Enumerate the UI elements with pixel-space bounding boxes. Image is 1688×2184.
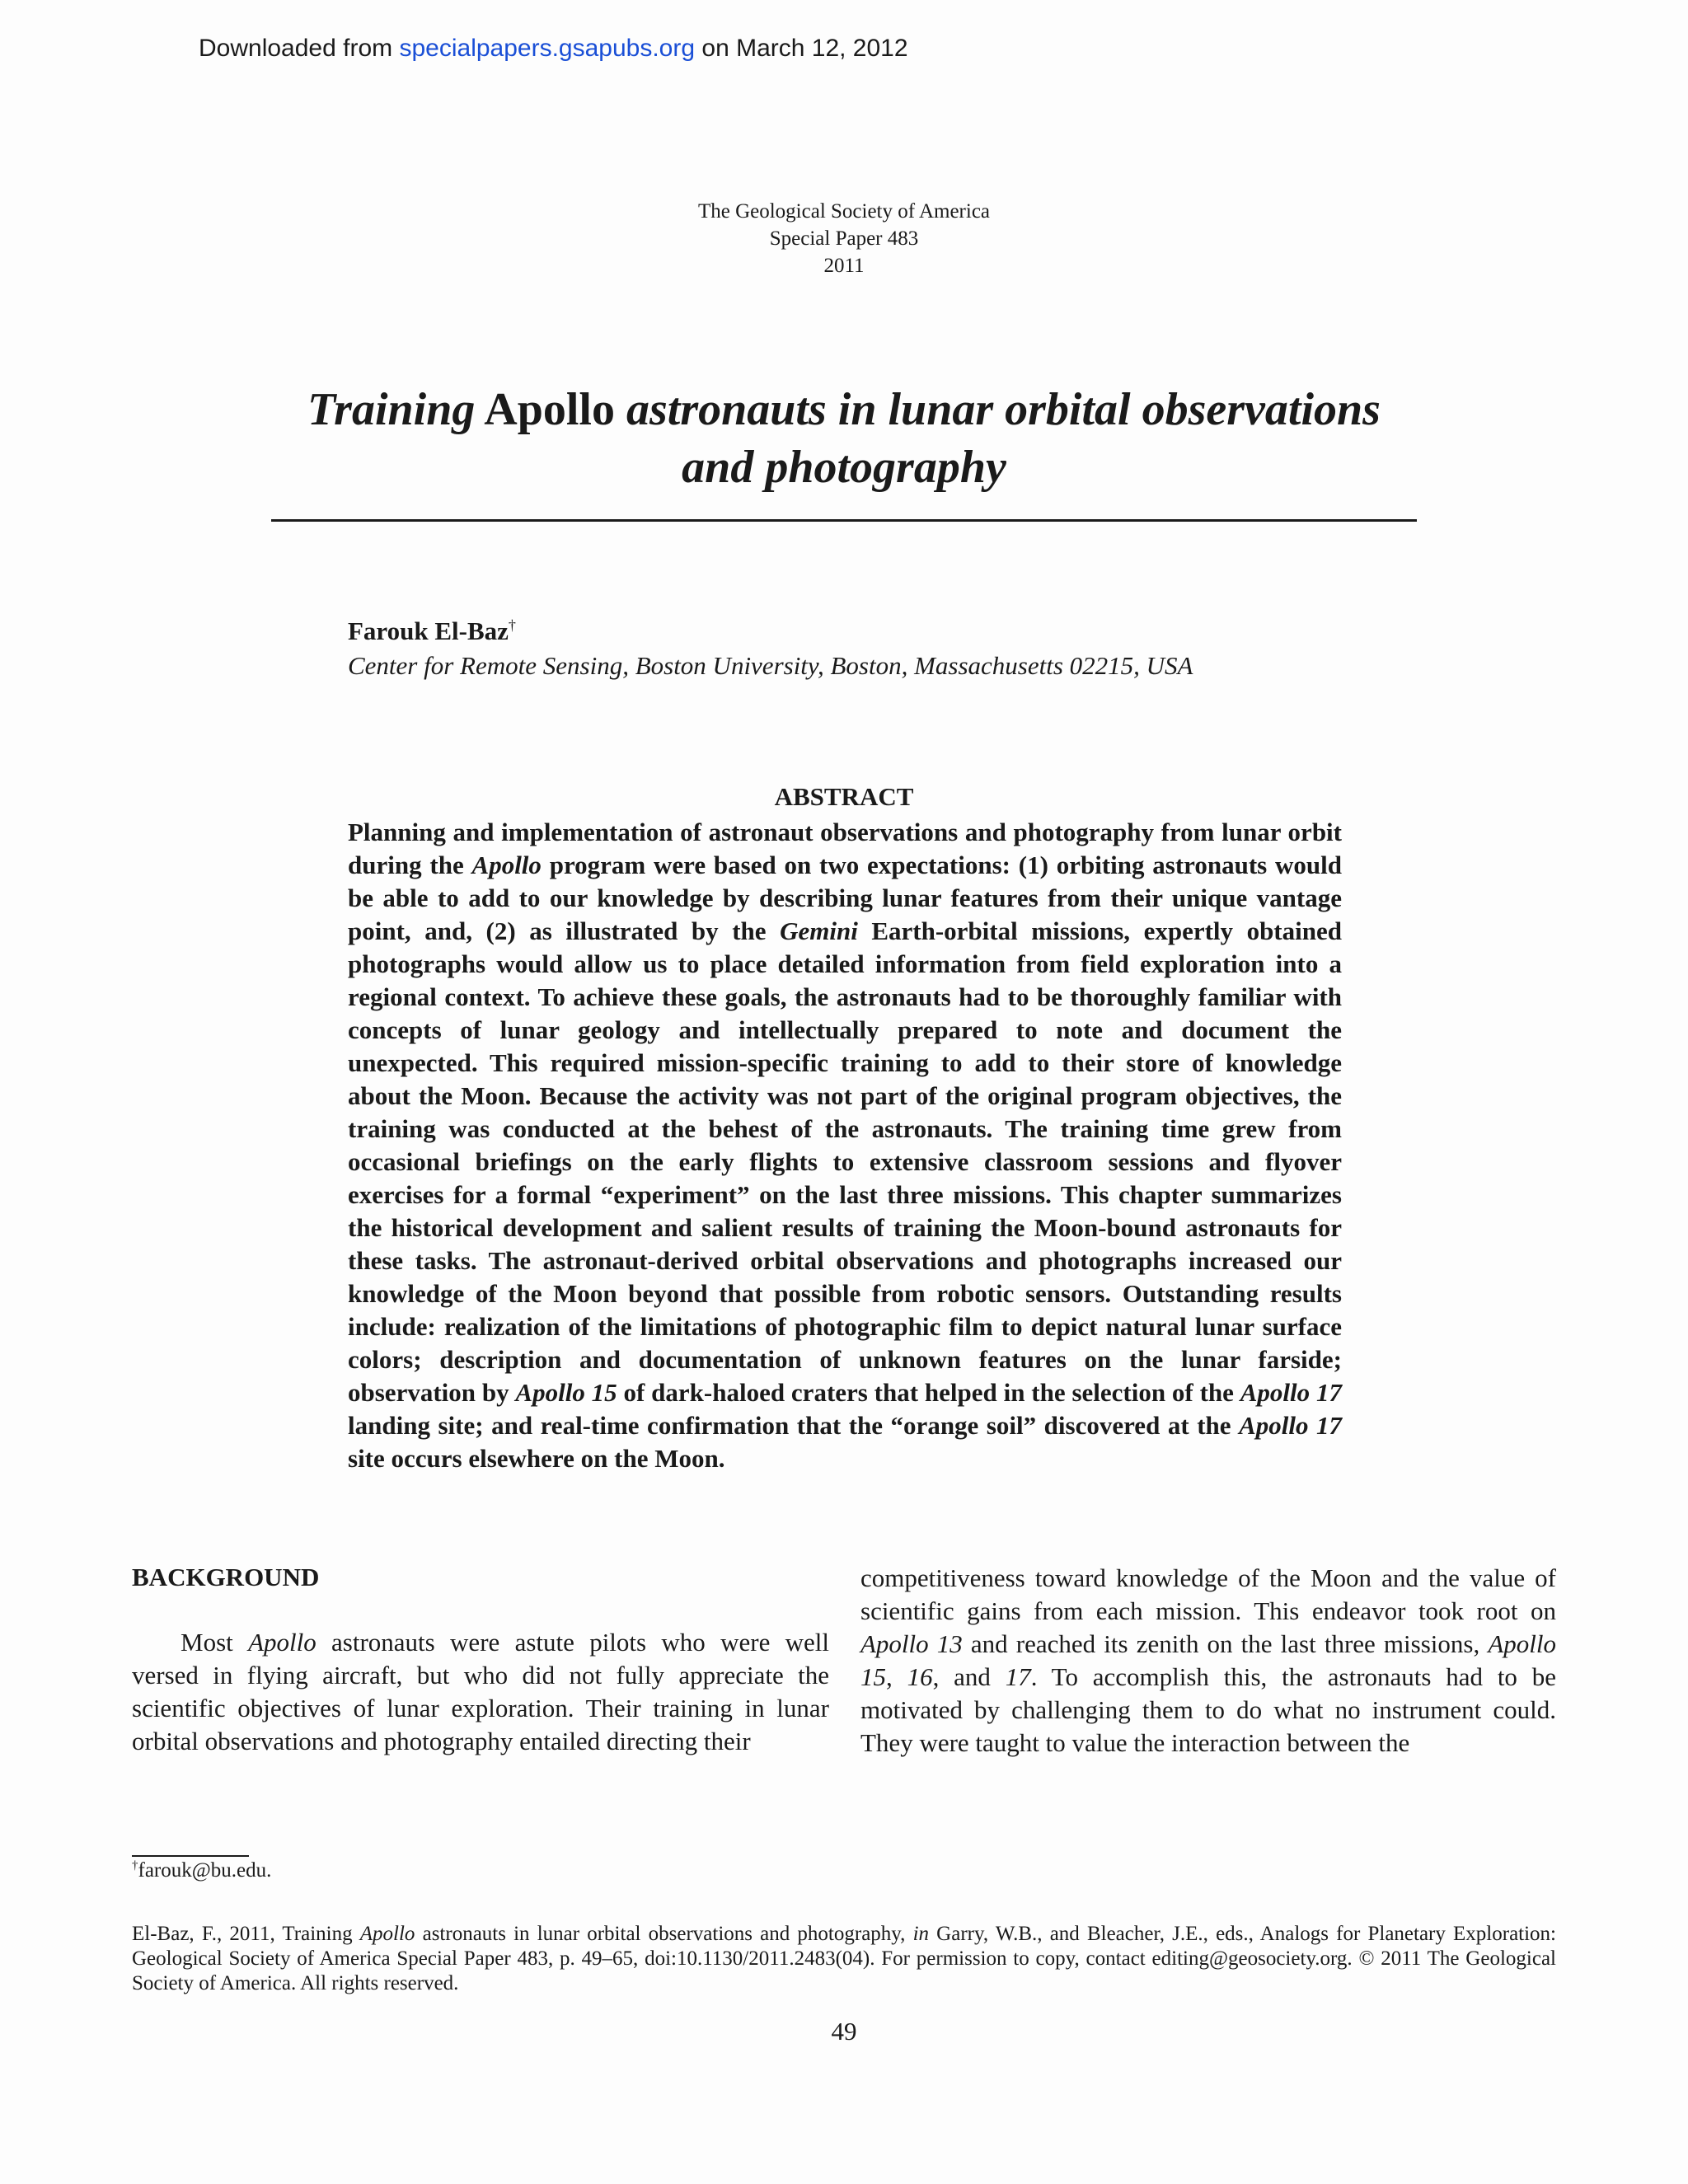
page-number: 49 (831, 2017, 857, 2046)
title-rule (271, 519, 1417, 522)
society-name: The Geological Society of America (697, 200, 991, 223)
footnote (132, 1859, 271, 1882)
abstract-body (348, 816, 1342, 1475)
author-affiliation: Center for Remote Sensing, Boston University, Boston, Massachusetts 02215, USA (348, 651, 1193, 680)
right-text-4: , and (932, 1662, 1006, 1691)
right-text-2: and reached its zenith on the last three missions, (962, 1629, 1489, 1658)
right-text-1: competitiveness toward knowledge of the Moon and the value of scientific gains from each mission. This endeavor took root on (860, 1563, 1556, 1625)
body-right-column (860, 1562, 1556, 1760)
abstract-text-1: Planning and implementation of astronaut observations and photography from lunar orbit during the (348, 818, 1342, 879)
right-italic-apollo13: Apollo 13 (860, 1629, 963, 1658)
body-left-column (132, 1626, 829, 1758)
abstract-italic-apollo15: Apollo 15 (515, 1378, 617, 1407)
left-text-2: astronauts were astute pilots who were well versed in flying aircraft, but who did not fully appreciate the scientific objectives of lunar exploration. Their training in lunar orbital observations and photography entailed directing their (132, 1628, 830, 1755)
citation-italic-apollo: Apollo (359, 1923, 415, 1945)
paper-title (0, 381, 1688, 496)
abstract-text-4: of dark-haloed craters that helped in the selection of the (617, 1378, 1240, 1407)
title-part-apollo: Apollo (475, 384, 626, 435)
left-italic-apollo: Apollo (248, 1628, 316, 1657)
abstract-text-3: Earth-orbital missions, expertly obtained photographs would allow us to place detailed information from field exploration into a regional context. To achieve these goals, the astronauts had to be thoroughly familiar with concepts of lunar geology and intellectually prepared to note and document the unexpected. This required mission-specific training to add to their store of knowledge about the Moon. Because the activity was not part of the original program objectives, the training was conducted at the behest of the astronauts. The training time grew from occasional briefings on the early flights to extensive classroom sessions and flyover exercises for a formal “experiment” on the last three missions. This chapter summarizes the historical development and salient results of training the Moon-bound astronauts for these tasks. The astronaut-derived orbital observations and photographs increased our knowledge of the Moon beyond that possible from robotic sensors. Outstanding results include: realization of the limitations of photographic film to depict natural lunar surface colors; description and documentation of unknown features on the lunar farside; observation by (348, 916, 1342, 1407)
citation-italic-in: in (912, 1923, 930, 1945)
abstract-italic-gemini: Gemini (780, 916, 858, 945)
abstract-text-2: program were based on two expectations: (1) orbiting astronauts would be able to add to our knowledge by describing lunar features from their unique vantage point, and, (2) as illustrated by the (348, 851, 1343, 945)
download-notice (199, 35, 908, 63)
section-heading-background: BACKGROUND (132, 1563, 320, 1591)
title-part-astronauts: astronauts in lunar orbital observations (626, 384, 1381, 435)
right-italic-16: 16 (907, 1662, 933, 1691)
right-italic-apollo15: Apollo 15 (860, 1629, 1556, 1691)
footnote-mark: † (132, 1858, 138, 1872)
abstract-italic-apollo: Apollo (471, 851, 542, 879)
author-mark: † (508, 616, 516, 634)
download-suffix: on March 12, 2012 (695, 35, 908, 62)
abstract-italic-apollo17b: Apollo 17 (1239, 1411, 1342, 1440)
abstract-italic-apollo17a: Apollo 17 (1240, 1378, 1342, 1407)
citation-block (132, 1922, 1556, 1996)
author-name (348, 616, 516, 646)
title-part-training: Training (307, 384, 476, 435)
download-link[interactable]: specialpapers.gsapubs.org (399, 35, 696, 62)
abstract-text-5: landing site; and real-time confirmation that the “orange soil” discovered at the (348, 1411, 1240, 1440)
publication-header (0, 198, 1688, 279)
citation-text-1: El-Baz, F., 2011, Training (132, 1923, 360, 1945)
citation-text-3: Garry, W.B., and Bleacher, J.E., eds., Analogs for Planetary Exploration: Geological Society of America Special Paper 483, p. 49–65, doi:10.1130/2011.2483(04). For permission to copy, contact editing@geosociety.org. © 2011 The Geological Society of America. All rights reserved. (132, 1923, 1557, 1994)
author-name-text: Farouk El-Baz (348, 616, 509, 645)
footnote-email[interactable]: farouk@bu.edu. (138, 1859, 272, 1882)
publication-year: 2011 (823, 255, 865, 277)
footnote-rule (132, 1855, 249, 1857)
title-part-photography: and photography (682, 442, 1006, 493)
abstract-heading: ABSTRACT (774, 782, 914, 811)
right-text-3: , (886, 1662, 907, 1691)
right-text-5: . To accomplish this, the astronauts had to be motivated by challenging them to do what no instrument could. They were taught to value the interaction between the (860, 1662, 1556, 1757)
left-text-1: Most (181, 1628, 249, 1657)
download-prefix: Downloaded from (199, 35, 400, 62)
abstract-text-6: site occurs elsewhere on the Moon. (348, 1444, 725, 1473)
series-name: Special Paper 483 (769, 227, 919, 250)
right-italic-17: 17 (1005, 1662, 1031, 1691)
citation-text-2: astronauts in lunar orbital observations and photography, (415, 1923, 913, 1945)
